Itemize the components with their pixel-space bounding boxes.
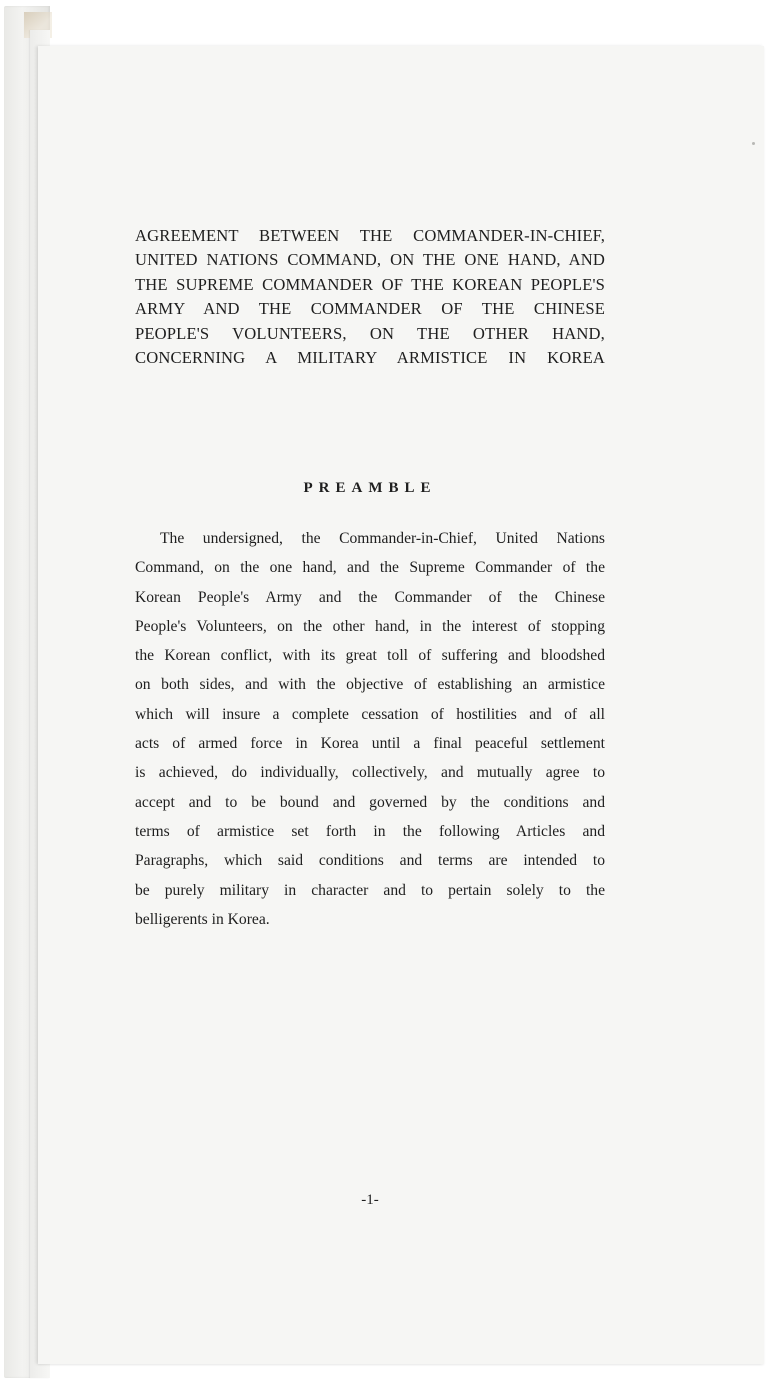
paper-speck: [752, 142, 755, 145]
title-line: AGREEMENT BETWEEN THE COMMANDER-IN-CHIEF,: [135, 226, 605, 245]
preamble-heading: PREAMBLE: [303, 480, 437, 496]
body-line: Paragraphs, which said conditions and terms are intended to: [135, 852, 605, 870]
body-line: the Korean conflict, with its great toll of suffering and bloodshed: [135, 647, 605, 665]
title-line: PEOPLE'S VOLUNTEERS, ON THE OTHER HAND,: [135, 323, 605, 343]
body-line: acts of armed force in Korea until a final peaceful settlement: [135, 735, 605, 753]
body-line: Korean People's Army and the Commander of the Chinese: [135, 588, 605, 606]
title-line: THE SUPREME COMMANDER OF THE KOREAN PEOPLE'S: [135, 274, 605, 294]
body-line: Command, on the one hand, and the Supreme Commander of the: [135, 559, 605, 577]
title-line: CONCERNING A MILITARY ARMISTICE IN KOREA: [135, 348, 605, 368]
body-line: People's Volunteers, on the other hand, in the interest of stopping: [135, 617, 605, 635]
agreement-title: [135, 224, 605, 370]
body-line: be purely military in character and to pertain solely to the: [135, 881, 605, 899]
body-line: accept and to be bound and governed by the conditions and: [135, 793, 605, 811]
body-line: terms of armistice set forth in the following Articles and: [135, 822, 605, 840]
page-number: -1-: [361, 1192, 379, 1208]
body-line: belligerents in Korea.: [135, 910, 270, 928]
document-page: [38, 46, 764, 1364]
body-line: which will insure a complete cessation of hostilities and of all: [135, 705, 605, 723]
title-line: UNITED NATIONS COMMAND, ON THE ONE HAND, AND: [135, 250, 605, 270]
body-line: is achieved, do individually, collectively, and mutually agree to: [135, 764, 605, 782]
body-line: on both sides, and with the objective of establishing an armistice: [135, 676, 605, 694]
body-line: The undersigned, the Commander-in-Chief, United Nations: [160, 530, 605, 547]
title-line: ARMY AND THE COMMANDER OF THE CHINESE: [135, 299, 605, 319]
preamble-paragraph: [135, 524, 605, 934]
